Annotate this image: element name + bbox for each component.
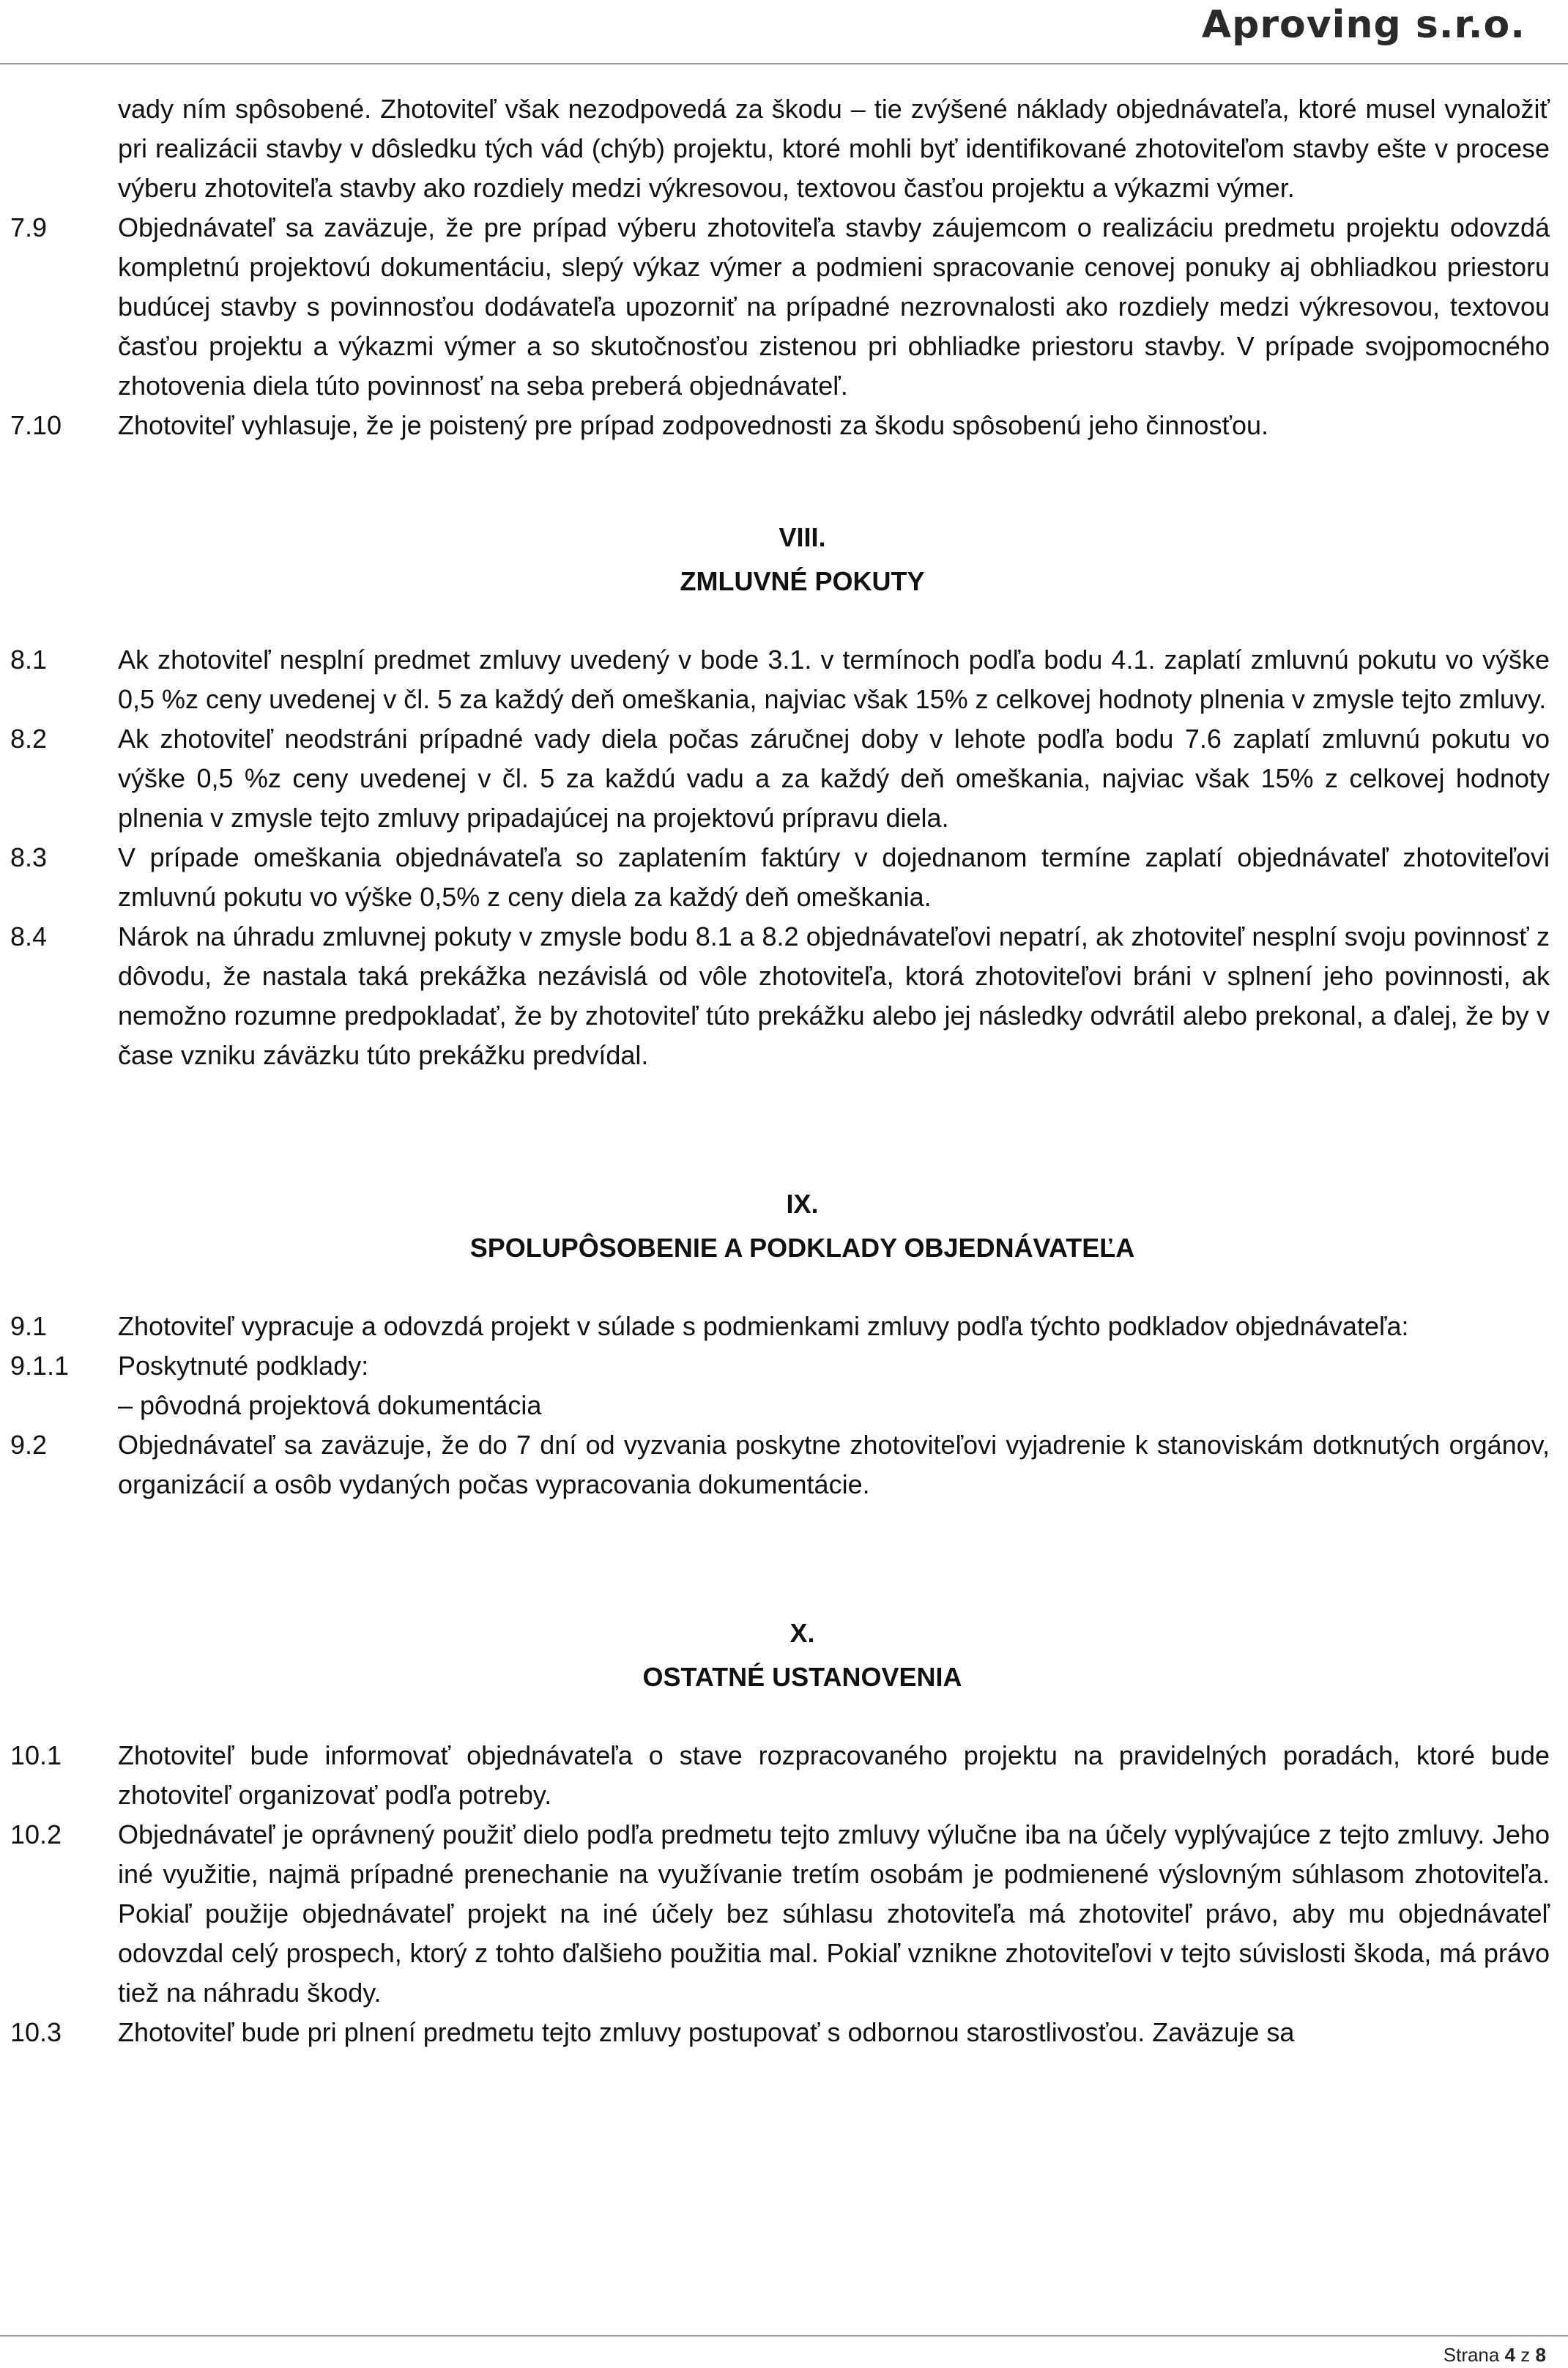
paragraph-7-8-continuation <box>0 89 1568 208</box>
page-label: Strana <box>1443 2344 1500 2366</box>
paragraph-10-2 <box>0 1815 1568 2013</box>
paragraph-8-3 <box>0 838 1568 917</box>
document-body <box>0 89 1568 2052</box>
paragraph-text: V prípade omeškania objednávateľa so zaplatením faktúry v dojednanom termíne zaplatí objednávateľ zhotoviteľovi zmluvnú pokutu vo výške 0,5% z ceny diela za každý deň omeškania. <box>118 842 1550 912</box>
paragraph-text: Ak zhotoviteľ neodstráni prípadné vady diela počas záručnej doby v lehote podľa bodu 7.6 zaplatí zmluvnú pokutu vo výške 0,5 %z ceny uvedenej v čl. 5 za každú vadu a za každý deň omeškania, najviac však 15% z celkovej hodnoty plnenia v zmysle tejto zmluvy pripadajúcej na projektovú prípravu diela. <box>118 724 1550 833</box>
section-title: SPOLUPÔSOBENIE A PODKLADY OBJEDNÁVATEĽA <box>469 1233 1135 1263</box>
page-separator: z <box>1520 2344 1531 2366</box>
paragraph-9-1 <box>0 1307 1568 1346</box>
paragraph-number: 10.3 <box>10 2017 62 2047</box>
paragraph-number: 8.4 <box>10 921 48 951</box>
paragraph-text: Objednávateľ je oprávnený použiť dielo podľa predmetu tejto zmluvy výlučne iba na účely vyplývajúce z tejto zmluvy. Jeho iné využitie, najmä prípadné prenechanie na využívanie tretím osobám je podmienené výslovným súhlasom zhotoviteľa. Pokiaľ použije objednávateľ projekt na iné účely bez súhlasu zhotoviteľa má zhotoviteľ právo, aby mu objednávateľ odovzdal celý prospech, ktorý z tohto ďalšieho použitia mal. Pokiaľ vznikne zhotoviteľovi v tejto súvislosti škoda, má právo tiež na náhradu škody. <box>118 1819 1550 2008</box>
paragraph-8-1 <box>0 640 1568 719</box>
page-counter <box>1443 2344 1546 2367</box>
paragraph-text: Zhotoviteľ bude informovať objednávateľa o stave rozpracovaného projektu na pravidelných poradách, ktoré bude zhotoviteľ organizovať podľa potreby. <box>118 1740 1550 1810</box>
paragraph-number: 10.2 <box>10 1819 62 1849</box>
paragraph-7-9 <box>0 208 1568 406</box>
paragraph-text: Poskytnuté podklady: <box>118 1351 369 1381</box>
paragraph-10-3 <box>0 2013 1568 2052</box>
paragraph-text: – pôvodná projektová dokumentácia <box>118 1390 542 1420</box>
paragraph-text: Zhotoviteľ vypracuje a odovzdá projekt v súlade s podmienkami zmluvy podľa týchto podkladov objednávateľa: <box>118 1311 1409 1341</box>
paragraph-text: vady ním spôsobené. Zhotoviteľ však nezodpovedá za škodu – tie zvýšené náklady objednávateľa, ktoré musel vynaložiť pri realizácii stavby v dôsledku tých vád (chýb) projektu, ktoré mohli byť identifikované zhotoviteľom stavby ešte v procese výberu zhotoviteľa stavby ako rozdiely medzi výkresovou, textovou časťou projektu a výkazmi výmer. <box>118 94 1550 203</box>
paragraph-7-10 <box>0 406 1568 445</box>
section-number: VIII. <box>779 522 826 552</box>
paragraph-text: Ak zhotoviteľ nesplní predmet zmluvy uvedený v bode 3.1. v termínoch podľa bodu 4.1. zaplatí zmluvnú pokutu vo výške 0,5 %z ceny uvedenej v čl. 5 za každý deň omeškania, najviac však 15% z celkovej hodnoty plnenia v zmysle tejto zmluvy. <box>118 645 1550 714</box>
paragraph-number: 10.1 <box>10 1740 62 1770</box>
current-page: 4 <box>1504 2344 1516 2366</box>
company-logo: Aproving s.r.o. <box>1201 3 1526 47</box>
total-pages: 8 <box>1535 2344 1546 2366</box>
paragraph-number: 8.1 <box>10 645 48 675</box>
paragraph-10-1 <box>0 1736 1568 1815</box>
paragraph-text: Zhotoviteľ bude pri plnení predmetu tejto zmluvy postupovať s odbornou starostlivosťou. Zaväzuje sa <box>118 2017 1295 2047</box>
section-title: ZMLUVNÉ POKUTY <box>680 566 925 596</box>
paragraph-text: Zhotoviteľ vyhlasuje, že je poistený pre prípad zodpovednosti za škodu spôsobenú jeho činnosťou. <box>118 410 1268 440</box>
paragraph-8-2 <box>0 719 1568 838</box>
paragraph-number: 9.1 <box>10 1311 48 1341</box>
paragraph-number: 9.2 <box>10 1430 48 1460</box>
list-item <box>0 1386 1568 1425</box>
paragraph-number: 9.1.1 <box>10 1351 70 1381</box>
paragraph-number: 7.10 <box>10 410 62 440</box>
paragraph-8-4 <box>0 917 1568 1075</box>
paragraph-text: Objednávateľ sa zaväzuje, že do 7 dní od vyzvania poskytne zhotoviteľovi vyjadrenie k stanoviskám dotknutých orgánov, organizácií a osôb vydaných počas vypracovania dokumentácie. <box>118 1430 1550 1499</box>
header-rule <box>0 63 1568 64</box>
paragraph-text: Nárok na úhradu zmluvnej pokuty v zmysle bodu 8.1 a 8.2 objednávateľovi nepatrí, ak zhotoviteľ nesplní svoju povinnosť z dôvodu, že nastala taká prekážka nezávislá od vôle zhotoviteľa, ktorá zhotoviteľovi bráni v splnení jeho povinnosti, ak nemožno rozumne predpokladať, že by zhotoviteľ túto prekážku alebo jej následky odvrátil alebo prekonal, a ďalej, že by v čase vzniku záväzku túto prekážku predvídal. <box>118 921 1550 1070</box>
section-number: IX. <box>786 1189 819 1219</box>
paragraph-number: 7.9 <box>10 212 48 242</box>
paragraph-number: 8.2 <box>10 724 48 754</box>
paragraph-number: 8.3 <box>10 842 48 872</box>
section-title: OSTATNÉ USTANOVENIA <box>642 1662 962 1692</box>
section-number: X. <box>789 1618 815 1648</box>
footer-rule <box>0 2335 1568 2337</box>
paragraph-9-2 <box>0 1425 1568 1504</box>
paragraph-text: Objednávateľ sa zaväzuje, že pre prípad výberu zhotoviteľa stavby záujemcom o realizáciu predmetu projektu odovzdá kompletnú projektovú dokumentáciu, slepý výkaz výmer a podmieni spracovanie cenovej ponuky aj obhliadkou priestoru budúcej stavby s povinnosťou dodávateľa upozorniť na prípadné nezrovnalosti ako rozdiely medzi výkresovou, textovou časťou projektu a výkazmi výmer a so skutočnosťou zistenou pri obhliadke priestoru stavby. V prípade svojpomocného zhotovenia diela túto povinnosť na seba preberá objednávateľ. <box>118 212 1550 401</box>
paragraph-9-1-1 <box>0 1346 1568 1386</box>
